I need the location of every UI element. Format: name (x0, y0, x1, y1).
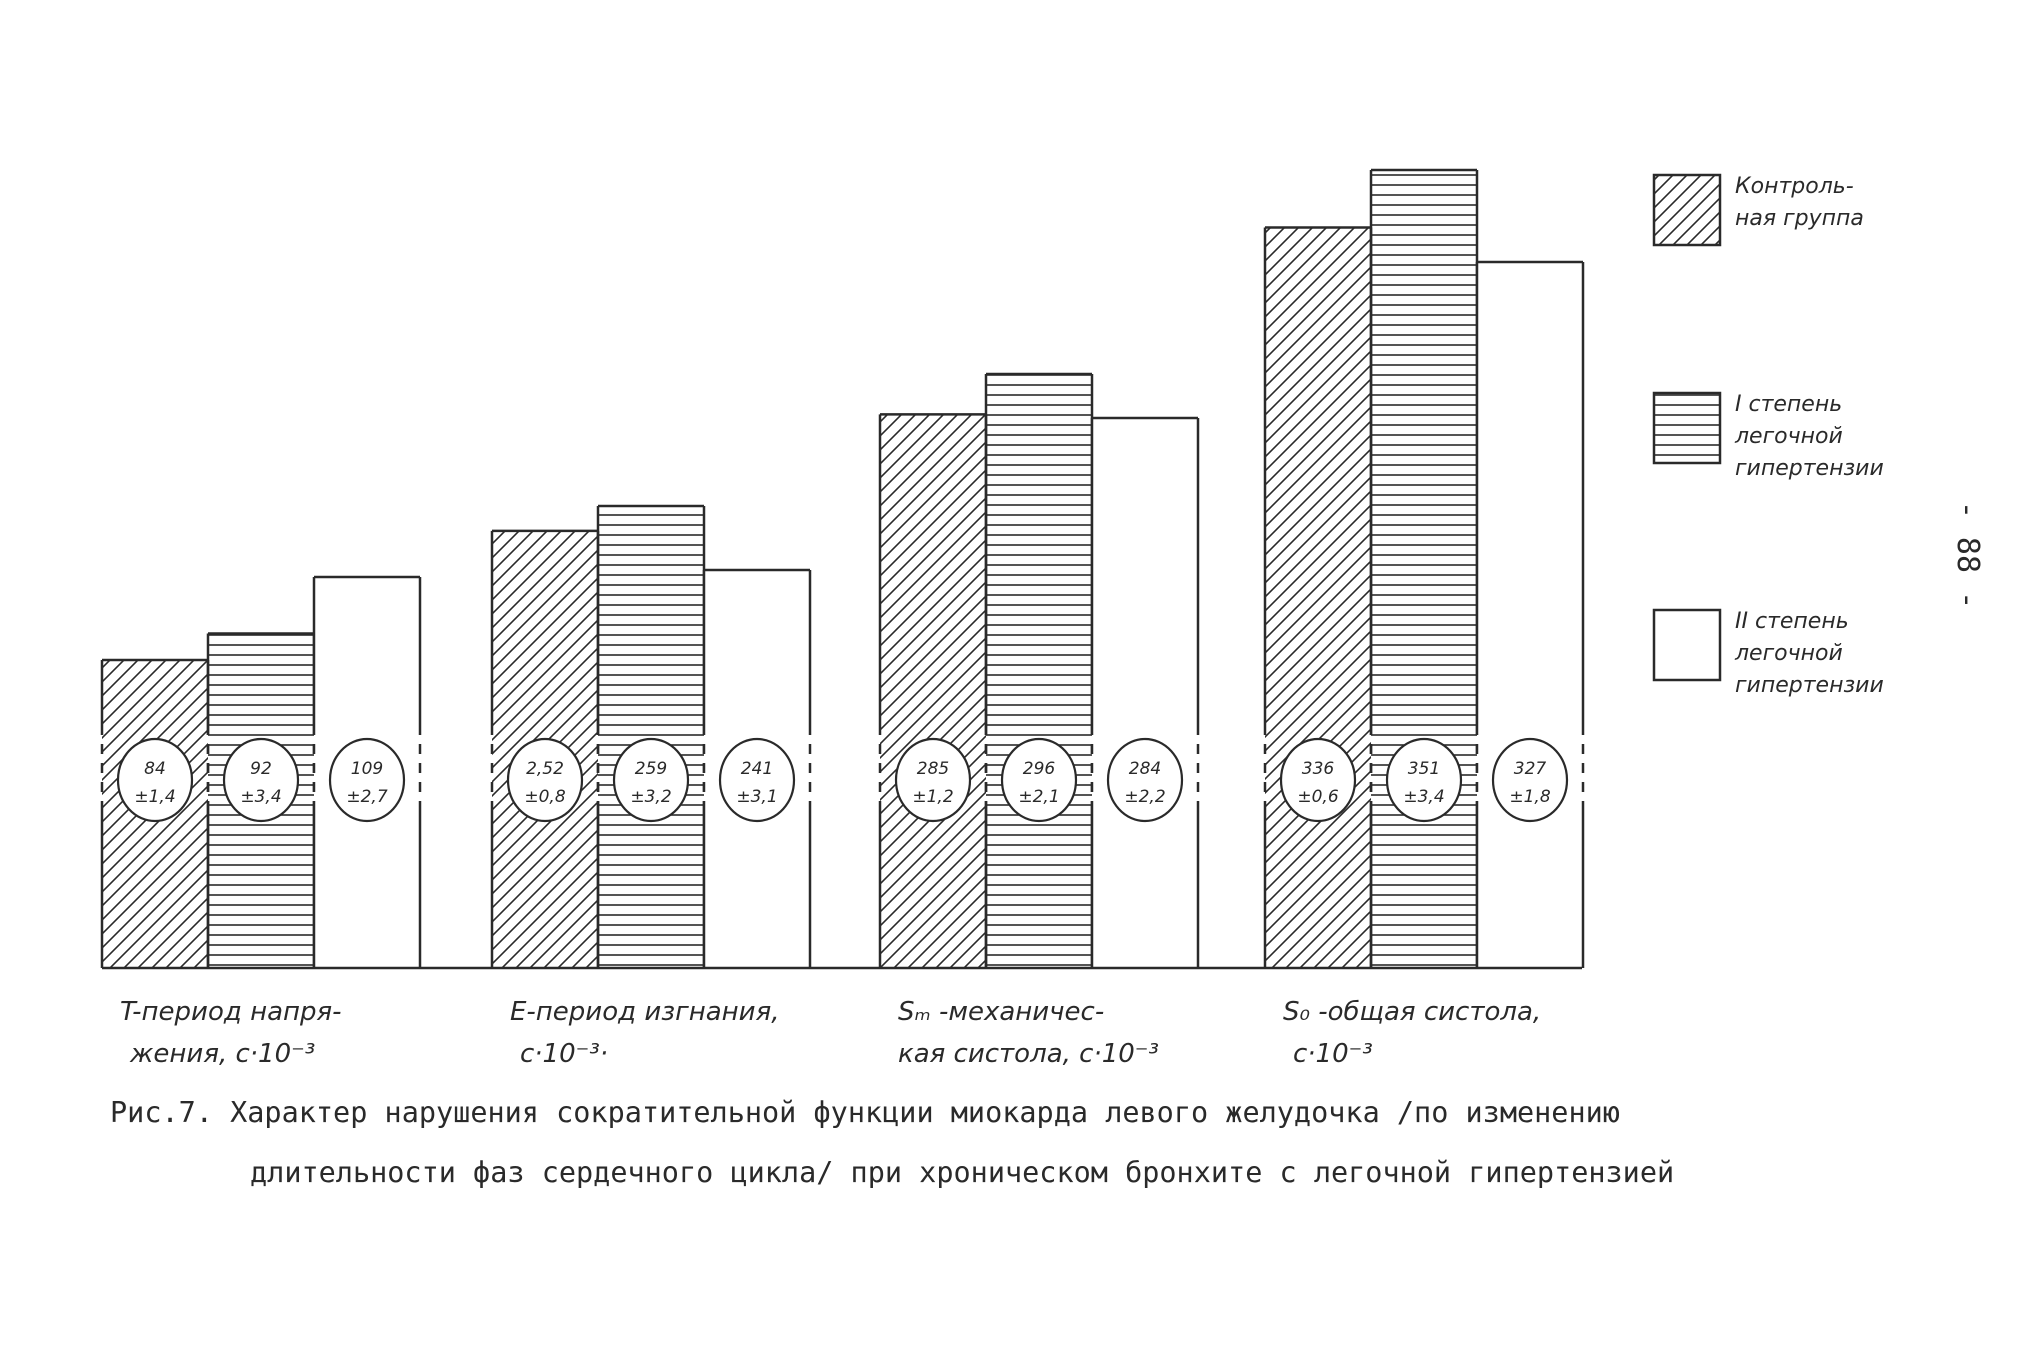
svg-text:285: 285 (916, 759, 950, 779)
svg-text:284: 284 (1128, 759, 1162, 779)
value-label (1493, 739, 1567, 821)
category-label (1283, 997, 1541, 1069)
legend (1654, 174, 1884, 698)
svg-text:241: 241 (740, 759, 774, 779)
svg-text:кая систола, c·10⁻³: кая систола, c·10⁻³ (898, 1039, 1159, 1069)
bar (1371, 170, 1477, 968)
legend-item (1654, 609, 1884, 698)
svg-text:±1,2: ±1,2 (912, 787, 954, 807)
value-label (508, 739, 582, 821)
svg-text:ная группа: ная группа (1735, 206, 1864, 231)
bar (986, 374, 1092, 968)
svg-text:Контроль-: Контроль- (1735, 174, 1854, 199)
svg-text:S₀ -общая систола,: S₀ -общая систола, (1283, 997, 1542, 1027)
svg-text:T-период напря-: T-период напря- (120, 997, 342, 1027)
value-label (896, 739, 970, 821)
svg-text:109: 109 (350, 759, 384, 779)
svg-text:II степень: II степень (1735, 609, 1849, 634)
bar (880, 414, 986, 968)
value-label (330, 739, 404, 821)
legend-swatch (1654, 393, 1720, 463)
bars-layer (102, 170, 1583, 968)
legend-swatch (1654, 610, 1720, 680)
svg-text:c·10⁻³·: c·10⁻³· (520, 1039, 609, 1069)
svg-text:гипертензии: гипертензии (1735, 673, 1884, 698)
svg-text:c·10⁻³: c·10⁻³ (1293, 1039, 1373, 1069)
legend-item (1654, 392, 1884, 481)
bar (1092, 418, 1198, 968)
category-label (898, 997, 1159, 1069)
svg-text:±3,4: ±3,4 (1403, 787, 1445, 807)
category-label (120, 997, 342, 1069)
value-label (1002, 739, 1076, 821)
bar (598, 506, 704, 968)
value-label (720, 739, 794, 821)
svg-text:I степень: I степень (1735, 392, 1843, 417)
svg-text:92: 92 (250, 759, 272, 779)
value-label (224, 739, 298, 821)
svg-text:2,52: 2,52 (526, 759, 564, 779)
svg-text:±1,8: ±1,8 (1509, 787, 1551, 807)
caption-line-2: длительности фаз сердечного цикла/ при хроническом бронхите с легочной гипертензией (250, 1156, 1675, 1189)
svg-text:259: 259 (634, 759, 668, 779)
svg-text:84: 84 (144, 759, 166, 779)
bar (1477, 262, 1583, 968)
value-label (118, 739, 192, 821)
legend-swatch (1654, 175, 1720, 245)
category-labels-layer (120, 997, 1541, 1069)
svg-text:Sₘ -механичес-: Sₘ -механичес- (898, 997, 1105, 1027)
value-label (1108, 739, 1182, 821)
svg-text:±1,4: ±1,4 (134, 787, 176, 807)
bar (1265, 228, 1371, 969)
svg-text:E-период изгнания,: E-период изгнания, (510, 997, 780, 1027)
svg-text:±0,8: ±0,8 (524, 787, 566, 807)
category-label (510, 997, 779, 1069)
svg-text:351: 351 (1407, 759, 1441, 779)
svg-text:±0,6: ±0,6 (1297, 787, 1339, 807)
svg-text:гипертензии: гипертензии (1735, 456, 1884, 481)
svg-text:±3,4: ±3,4 (240, 787, 282, 807)
svg-text:легочной: легочной (1735, 641, 1843, 666)
svg-text:296: 296 (1022, 759, 1056, 779)
svg-text:336: 336 (1301, 759, 1335, 779)
svg-text:±3,1: ±3,1 (736, 787, 778, 807)
value-label (1387, 739, 1461, 821)
svg-text:жения, c·10⁻³: жения, c·10⁻³ (130, 1039, 316, 1069)
page-number: - 88 - (1950, 500, 1985, 610)
svg-text:легочной: легочной (1735, 424, 1843, 449)
value-label (1281, 739, 1355, 821)
svg-text:±2,7: ±2,7 (346, 787, 388, 807)
caption-line-1: Рис.7. Характер нарушения сократительной функции миокарда левого желудочка /по изменению (110, 1096, 1620, 1129)
value-label (614, 739, 688, 821)
svg-text:±2,1: ±2,1 (1018, 787, 1060, 807)
legend-item (1654, 174, 1864, 245)
svg-text:±2,2: ±2,2 (1124, 787, 1166, 807)
svg-text:±3,2: ±3,2 (630, 787, 672, 807)
svg-text:327: 327 (1513, 759, 1547, 779)
